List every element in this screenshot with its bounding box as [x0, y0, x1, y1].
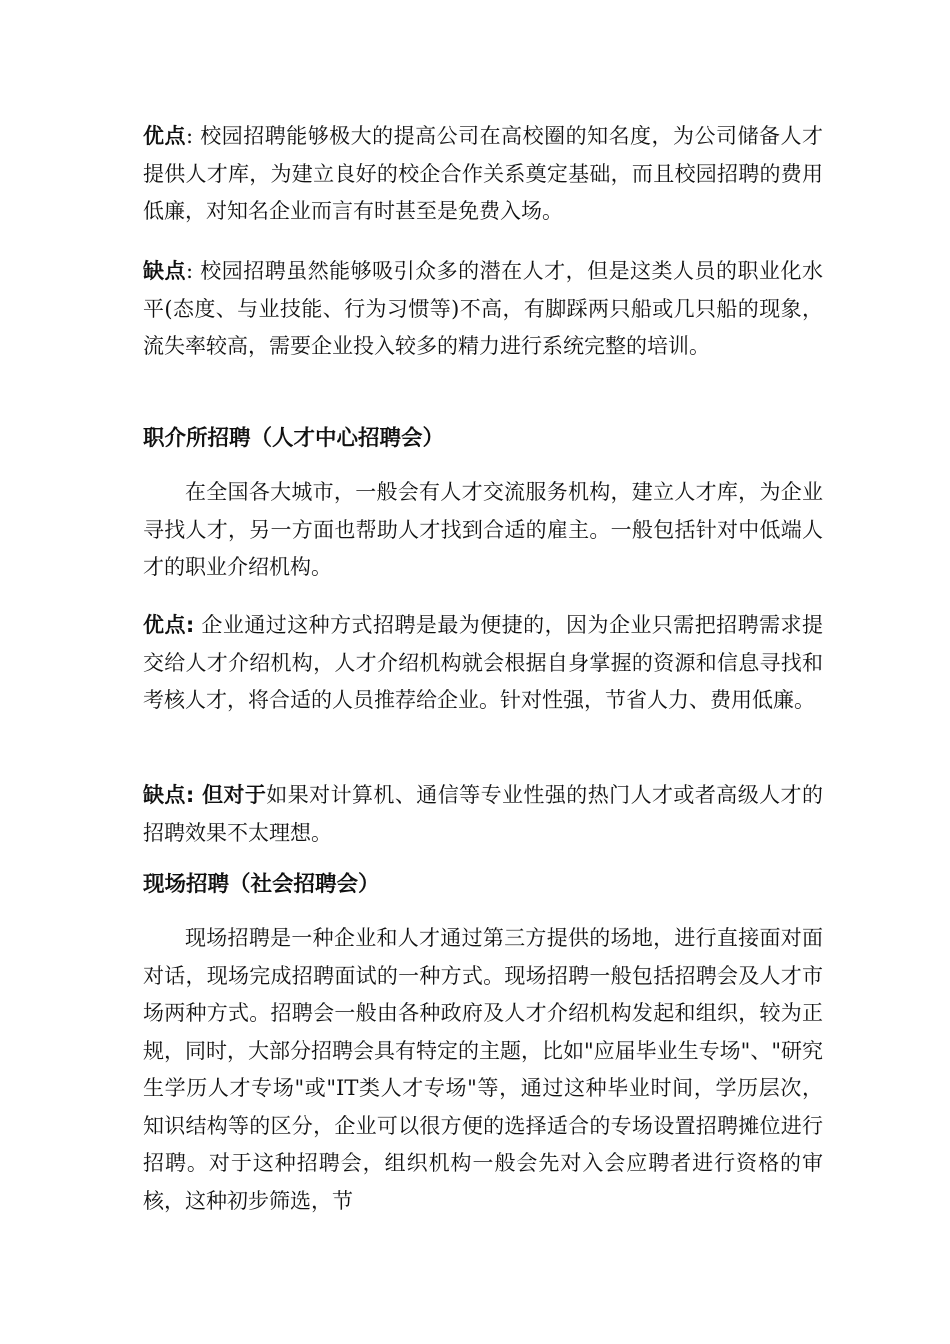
onsite-intro-paragraph: [143, 920, 823, 1220]
agency-cons-paragraph: [143, 777, 823, 852]
cons-label: 缺点: [143, 259, 186, 283]
pros-text: 校园招聘能够极大的提高公司在高校圈的知名度，为公司储备人才提供人才库，为建立良好的校企合作关系奠定基础，而且校园招聘的费用低廉，对知名企业而言有时甚至是免费入场。: [143, 124, 823, 223]
onsite-intro-text: 现场招聘是一种企业和人才通过第三方提供的场地，进行直接面对面对话，现场完成招聘面试的一种方式。现场招聘一般包括招聘会及人才市场两种方式。招聘会一般由各种政府及人才介绍机构发起和组织，较为正规，同时，大部分招聘会具有特定的主题，比如"应届毕业生专场"、"研究生学历人才专场"或"IT类人才专场"等，通过这种毕业时间，学历层次，知识结构等的区分，企业可以很方便的选择适合的专场设置招聘摊位进行招聘。对于这种招聘会，组织机构一般会先对入会应聘者进行资格的审核，这种初步筛选，节: [143, 926, 823, 1213]
agency-intro-text: 在全国各大城市，一般会有人才交流服务机构，建立人才库，为企业寻找人才，另一方面也帮助人才找到合适的雇主。一般包括针对中低端人才的职业介绍机构。: [143, 480, 823, 579]
section-heading-agency: 职介所招聘（人才中心招聘会）: [143, 426, 445, 451]
cons-label: 缺点: 但对于: [143, 783, 267, 807]
pros-label: 优点: [143, 124, 186, 148]
section-heading-onsite: 现场招聘（社会招聘会）: [143, 872, 380, 897]
pros-label: 优点:: [143, 613, 195, 637]
campus-pros-paragraph: [143, 118, 823, 231]
agency-intro-paragraph: [143, 474, 823, 587]
cons-text: 校园招聘虽然能够吸引众多的潜在人才，但是这类人员的职业化水平(态度、与业技能、行为习惯等)不高，有脚踩两只船或几只船的现象，流失率较高，需要企业投入较多的精力进行系统完整的培训。: [143, 259, 823, 358]
campus-cons-paragraph: [143, 253, 823, 366]
pros-text: 企业通过这种方式招聘是最为便捷的，因为企业只需把招聘需求提交给人才介绍机构，人才介绍机构就会根据自身掌握的资源和信息寻找和考核人才，将合适的人员推荐给企业。针对性强，节省人力、费用低廉。: [143, 613, 823, 712]
cons-text: 如果对计算机、通信等专业性强的热门人才或者高级人才的招聘效果不太理想。: [143, 783, 823, 845]
agency-pros-paragraph: [143, 607, 823, 720]
pros-separator: :: [185, 124, 201, 148]
cons-separator: :: [185, 259, 201, 283]
